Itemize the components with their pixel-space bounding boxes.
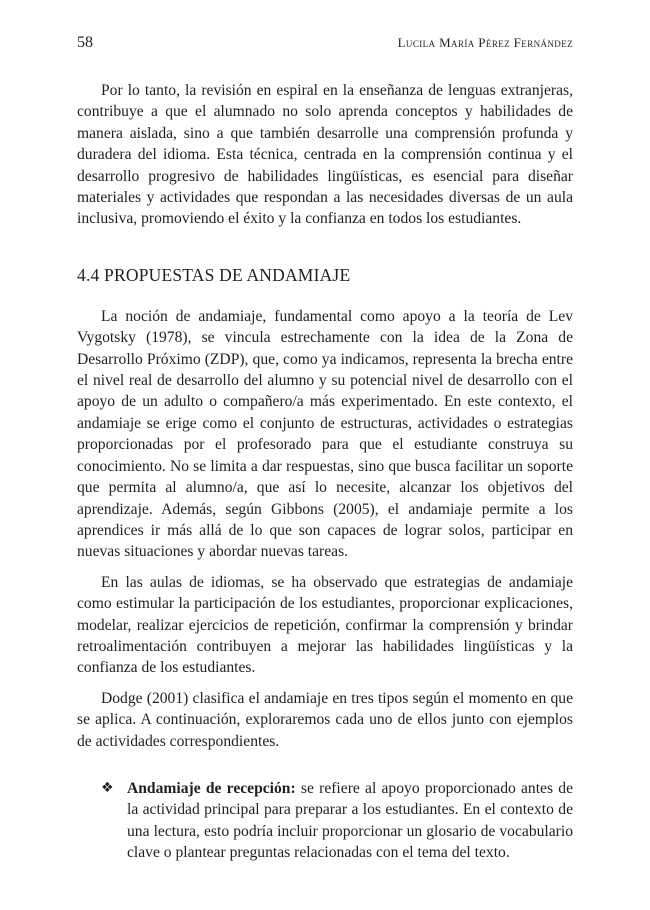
body-paragraph: En las aulas de idiomas, se ha observado que estrategias de andamiaje como estimular la participación de los estudiantes, proporcionar explicaciones, modelar, realizar ejercicios de repetición, confirmar la comprensión y brindar retroalimentación contribuyen a mejorar las habilidades lingüísticas y la confianza de los estudiantes. — [77, 573, 573, 677]
page-body — [77, 80, 573, 864]
bullet-description: se refiere al apoyo proporcionado antes de la actividad principal para preparar a los estudiantes. En el contexto de una lectura, esto podría incluir proporcionar un glosario de vocabulario clave o plantear preguntas relacionadas con el tema del texto. — [127, 779, 573, 862]
body-paragraph: Dodge (2001) clasifica el andamiaje en tres tipos según el momento en que se aplica. A continuación, exploraremos cada uno de ellos junto con ejemplos de actividades correspondientes. — [77, 689, 573, 750]
body-paragraph: Por lo tanto, la revisión en espiral en la enseñanza de lenguas extranjeras, contribuye a que el alumnado no solo aprenda conceptos y habilidades de manera aislada, sino a que también desarrolle una comprensión profunda y duradera del idioma. Esta técnica, centrada en la comprensión continua y el desarrollo progresivo de habilidades lingüísticas, es esencial para diseñar materiales y actividades que respondan a las necesidades diversas de un aula inclusiva, promoviendo el éxito y la confianza en todos los estudiantes. — [77, 82, 573, 228]
running-head-author: Lucila María Pérez Fernández — [397, 35, 573, 50]
four-diamond-bullet-icon: ❖ — [101, 779, 114, 796]
bullet-term: Andamiaje de recepción: — [127, 779, 296, 797]
bullet-text — [127, 778, 573, 864]
section-heading: 4.4 PROPUESTAS DE ANDAMIAJE — [77, 264, 351, 285]
page-number: 58 — [77, 34, 93, 51]
page-header — [77, 34, 573, 56]
list-item — [77, 778, 573, 864]
body-paragraph: La noción de andamiaje, fundamental como apoyo a la teoría de Lev Vygotsky (1978), se vincula estrechamente con la idea de la Zona de Desarrollo Próximo (ZDP), que, como ya indicamos, representa la brecha entre el nivel real de desarrollo del alumno y su potencial nivel de desarrollo con el apoyo de un adulto o compañero/a más experimentado. En este contexto, el andamiaje se erige como el conjunto de estructuras, actividades o estrategias proporcionadas por el profesorado para que el estudiante construya su conocimiento. No se limita a dar respuestas, sino que busca facilitar un soporte que permita al alumno/a, que así lo necesite, alcanzar los objetivos del aprendizaje. Además, según Gibbons (2005), el andamiaje permite a los aprendices ir más allá de lo que son capaces de lograr solos, participar en nuevas situaciones y abordar nuevas tareas. — [77, 307, 573, 561]
bullet-list — [77, 778, 573, 864]
